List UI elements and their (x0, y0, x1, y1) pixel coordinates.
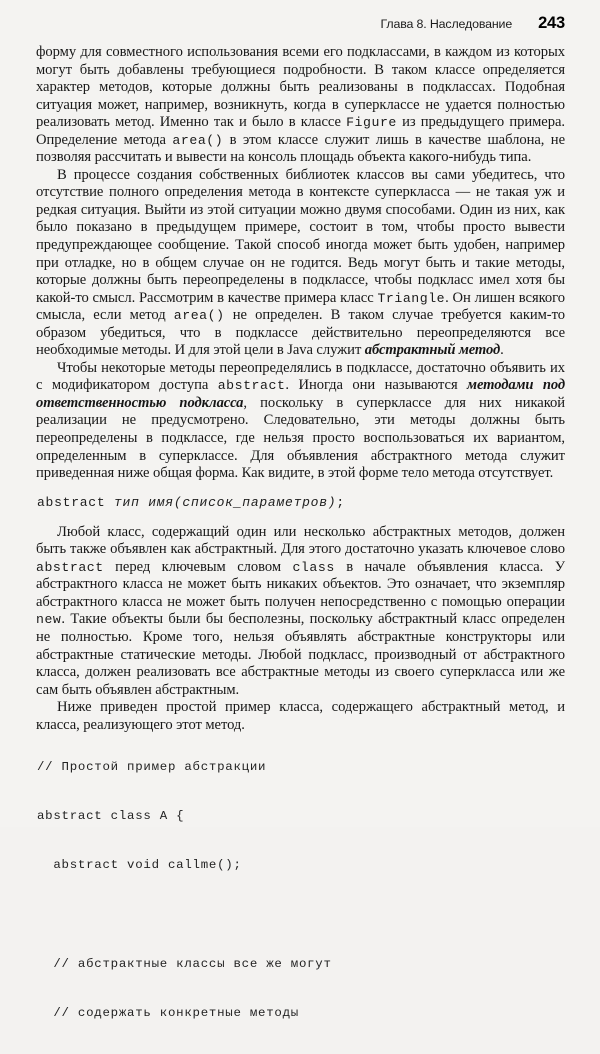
text-segment: , поскольку в суперклассе для них никакой реализации не предусмотрено. Следовательно, эти методы должны быть переопределены в подклассе, где нельзя просто воспользоваться их вариантом, определенным в суперклассе. Для объявления абстрактного метода служит приведенная ниже общая форма. Как видите, в этой форме тело метода отсутствует. (36, 394, 566, 482)
code-line: abstract class A { (37, 809, 185, 824)
text-segment: Любой класс, содержащий один или несколько абстрактных методов, должен быть также объявлен как абстрактный. Для этого достаточно указать ключевое слово (36, 523, 565, 558)
text-segment: . Такие объекты были бы бесполезны, поскольку абстрактный класс определен не полностью. Кроме того, нельзя объявлять абстрактные конструкторы или абстрактные статические методы. Любой подкласс, производный от абстрактного класса, должен реализовать все абстрактные методы из своего суперкласса или же сам быть объявлен абстрактным. (36, 611, 565, 698)
text-segment: в начале объявления класса. У абстрактного класса не может быть никаких объектов. Это означает, что экземпляр абстрактного класса не может быть получен непосредственно с помощью операции (36, 558, 565, 610)
syntax-terminator: ; (336, 494, 345, 510)
text-segment: из предыдущего примера. Определение метода (36, 114, 565, 148)
inline-code-area: area() (172, 132, 224, 148)
inline-code-new: new (36, 612, 62, 628)
code-line: // абстрактные классы все же могут (37, 956, 332, 971)
running-head (36, 14, 565, 36)
syntax-name-placeholder: имя (148, 494, 174, 510)
syntax-type-placeholder: тип (113, 494, 140, 510)
text-segment: форму для совместного использования всеми его подклассами, в каждом из которых могут быть добавлены требующиеся подробности. В таком классе определяется характер методов, которые должны быть реализованы в подклассах. Подобная ситуация может, например, возникнуть, когда в суперклассе не удается полностью реализовать метод. Именно так и было в классе (36, 44, 565, 131)
syntax-form-line (37, 495, 565, 510)
emphasis-abstract-method: абстрактный метод (364, 342, 501, 359)
code-line-blank (37, 906, 332, 922)
inline-code-abstract: abstract (217, 378, 286, 394)
code-line: // содержать конкретные методы (37, 1005, 299, 1020)
inline-code-class: class (292, 559, 335, 575)
text-segment: . (500, 342, 504, 359)
text-segment: В процессе создания собственных библиотек классов вы сами убедитесь, что отсутствие полного определения метода в контексте суперкласса — не такая уж и редкая ситуация. Выйти из этой ситуации можно двумя способами. Один из них, как было показано в предыдущем примере, состоит в том, чтобы просто вывести предупреждающее сообщение. Такой способ иногда может быть удобен, например при отладке, но в общем случае он не годится. Ведь могут быть и такие методы, которые должны быть переопределены в подклассе, чтобы подкласс имел хотя бы какой-то смысл. Рассмотрим в качестве примера класс (36, 166, 565, 306)
text-segment: перед ключевым словом (103, 558, 293, 575)
paragraph-1 (36, 44, 565, 167)
code-listing (37, 726, 332, 1054)
inline-code-abstract: abstract (36, 559, 104, 575)
text-segment: Чтобы некоторые методы переопределялись в подклассе, достаточно объявить их с модификатором доступа (36, 359, 565, 394)
emphasis-subclass-responsibility: методами под ответственностью подкласса (36, 377, 565, 411)
code-line: abstract void callme(); (37, 858, 242, 873)
paragraph-4 (36, 524, 565, 699)
chapter-title: Глава 8. Наследование (380, 17, 513, 31)
text-column (36, 44, 565, 734)
paragraph-2 (36, 167, 565, 360)
inline-code-area: area() (173, 308, 225, 324)
paragraph-3 (36, 360, 565, 483)
text-segment: не определен. В таком случае требуется каким-то образом убедиться, что в подклассе действительно переопределяются все необходимые методы. И для этой цели в Java служит (36, 307, 565, 359)
inline-code-triangle: Triangle (377, 290, 446, 306)
spacer (36, 510, 565, 524)
text-segment: в этом классе служит лишь в качестве шаблона, не позволяя рассчитать и вывести на консоль площадь объекта какого-нибудь типа. (36, 131, 565, 166)
page-number: 243 (538, 14, 565, 32)
code-line: // Простой пример абстракции (37, 759, 267, 774)
text-segment: . Иногда они называются (285, 377, 468, 394)
text-segment: . Он лишен всякого смысла, если метод (36, 289, 566, 324)
syntax-params-placeholder: (список_параметров) (173, 494, 337, 510)
inline-code-figure: Figure (346, 115, 397, 131)
syntax-keyword: abstract (37, 494, 106, 510)
text-segment: Ниже приведен простой пример класса, содержащего абстрактный метод, и класса, реализующего этот метод. (36, 699, 565, 733)
